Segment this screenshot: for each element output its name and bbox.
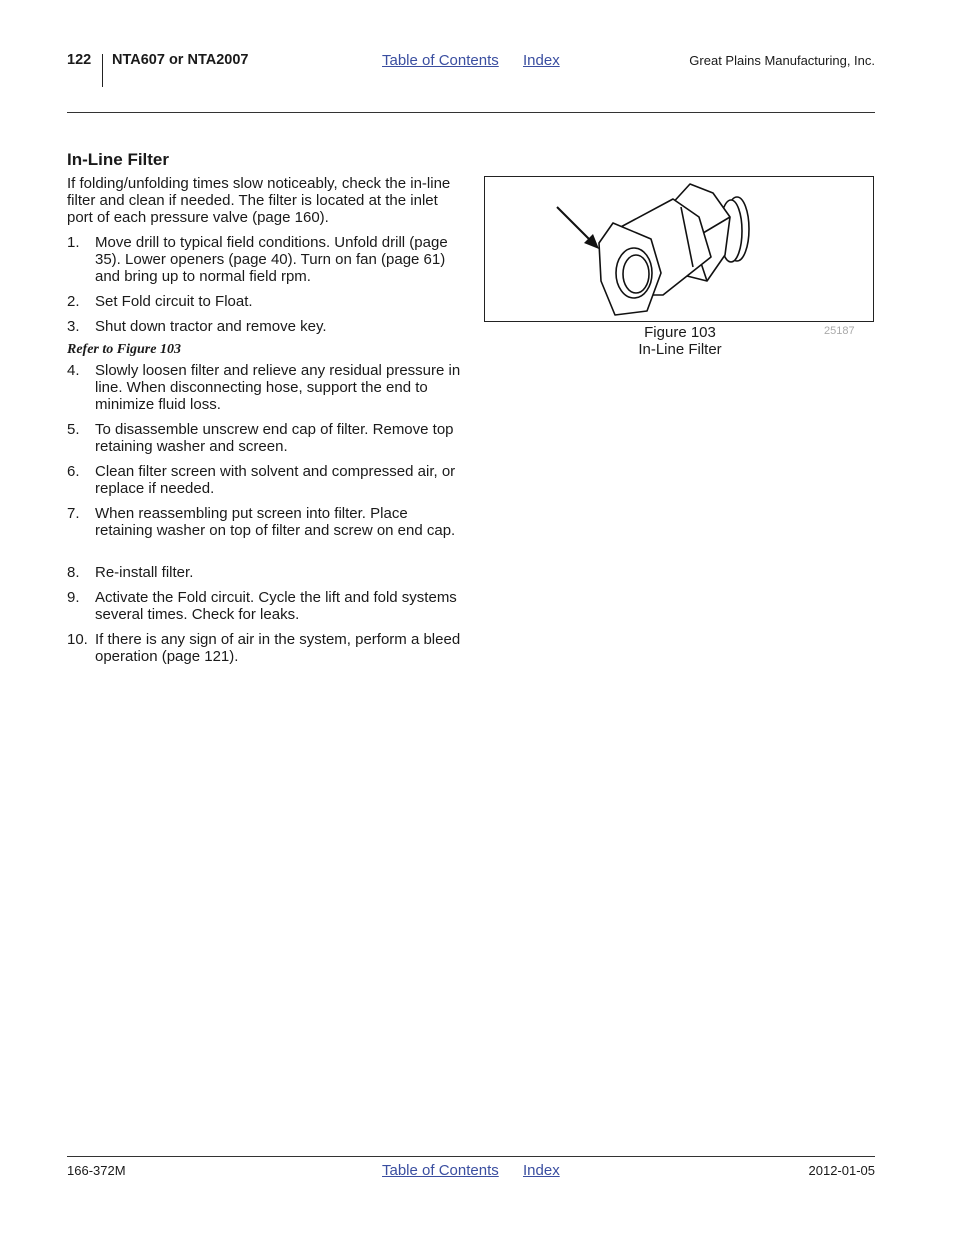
step-number: 8. [67,564,80,581]
list-item [67,362,462,413]
doc-title: NTA607 or NTA2007 [112,52,249,68]
step-text: Re-install filter. [95,564,194,581]
header-rule [67,112,875,113]
list-item [67,564,462,581]
list-item [67,505,462,539]
inline-filter-illustration [485,177,873,321]
step-number: 6. [67,463,80,480]
footer-rule [67,1156,875,1157]
header-toc-link[interactable]: Table of Contents [382,52,499,69]
company-name: Great Plains Manufacturing, Inc. [689,53,875,68]
step-number: 5. [67,421,80,438]
header-index-link[interactable]: Index [523,52,560,69]
step-text: Activate the Fold circuit. Cycle the lift and fold systems several times. Check for leaks. [95,589,457,623]
header-divider [102,54,103,87]
step-number: 9. [67,589,80,606]
art-number: 25187 [824,325,855,337]
step-text: Shut down tractor and remove key. [95,318,327,335]
list-item [67,318,462,335]
step-text: When reassembling put screen into filter. Place retaining washer on top of filter and screw on end cap. [95,505,456,539]
list-item [67,589,462,623]
step-number: 1. [67,234,80,251]
step-number: 2. [67,293,80,310]
list-item [67,421,462,455]
step-text: Clean filter screen with solvent and compressed air, or replace if needed. [95,463,456,497]
step-text: Set Fold circuit to Float. [95,293,253,310]
footer-date: 2012-01-05 [808,1163,875,1178]
list-item [67,463,462,497]
list-item [67,631,462,665]
figure-caption [600,324,760,358]
doc-code: 166-372M [67,1163,126,1178]
step-number: 4. [67,362,80,379]
step-number: 7. [67,505,80,522]
list-item [67,293,462,310]
footer-toc-link[interactable]: Table of Contents [382,1162,499,1179]
figure-frame [484,176,874,322]
step-text: Move drill to typical field conditions. Unfold drill (page 35). Lower openers (page 40). Turn on fan (page 61) and bring up to normal field rpm. [95,234,448,285]
step-text: To disassemble unscrew end cap of filter. Remove top retaining washer and screen. [95,421,454,455]
intro-paragraph: If folding/unfolding times slow noticeably, check the in-line filter and clean if needed. The filter is located at the inlet port of each pressure valve (page 160). [67,175,451,226]
figure-title: In-Line Filter [638,341,722,358]
figure-reference: Refer to Figure 103 [67,342,181,357]
step-number: 10. [67,631,88,648]
step-text: Slowly loosen filter and relieve any residual pressure in line. When disconnecting hose, support the end to minimize fluid loss. [95,362,461,413]
figure-number: Figure 103 [644,324,716,341]
step-number: 3. [67,318,80,335]
section-title: In-Line Filter [67,150,169,169]
footer-index-link[interactable]: Index [523,1162,560,1179]
list-item [67,234,462,285]
step-text: If there is any sign of air in the system, perform a bleed operation (page 121). [95,631,461,665]
page-number: 122 [67,52,92,68]
